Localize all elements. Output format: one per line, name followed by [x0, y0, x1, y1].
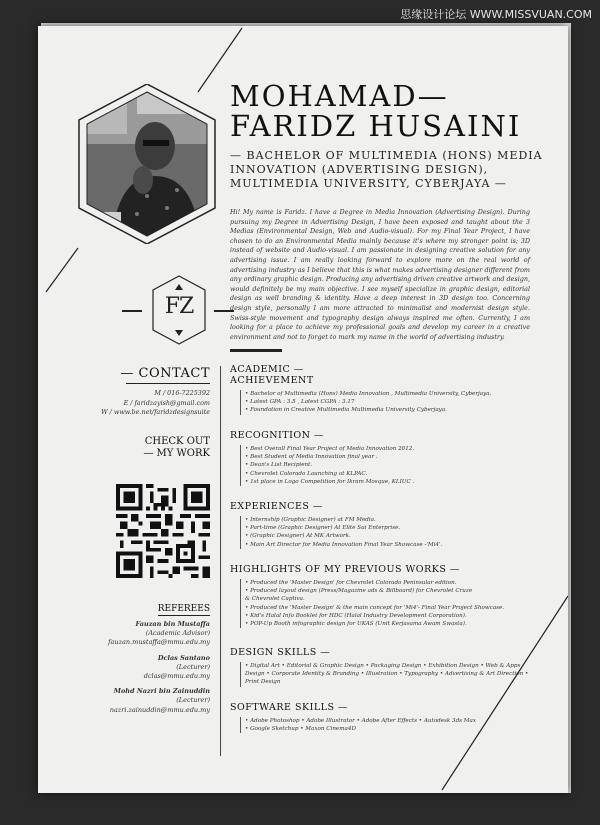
- list-item: • Kid's Halal Info Booklet for HDC (Halal Industry Development Corporation).: [245, 612, 467, 619]
- list-item: • Digital Art • Editorial & Graphic Design • Packaging Design • Exhibition Design • Web & Apps Design • Corporate Identity & Branding • Illustration • Typography • Advertising & Art Direction • Print Design: [245, 663, 529, 686]
- contact-email[interactable]: E / faridzayish@gmail.com: [123, 398, 210, 407]
- degree-title: — BACHELOR OF MULTIMEDIA (HONS) MEDIA INNOVATION (ADVERTISING DESIGN), MULTIMEDIA UNIVERSITY, CYBERJAYA —: [230, 149, 543, 190]
- section-items: [240, 445, 530, 486]
- section-items: [240, 390, 530, 415]
- section-title: HIGHLIGHTS OF MY PREVIOUS WORKS —: [230, 564, 460, 575]
- referees-list: [70, 620, 210, 721]
- referee-name: Dclas Santano: [157, 653, 210, 662]
- referees-heading: REFEREES: [157, 604, 210, 614]
- list-item: • Produced the 'Master Design' for Chevrolet Colorado Peninsular edition.: [245, 580, 457, 586]
- section-experiences: [230, 501, 530, 549]
- monogram-text: FZ: [164, 294, 194, 319]
- referee-role: (Lecturer): [176, 696, 210, 705]
- section-academic: [230, 364, 530, 415]
- contact-heading: — CONTACT: [120, 366, 210, 381]
- section-design-skills: [230, 647, 530, 687]
- intro-paragraph: Hi! My name is Faridz. I have a Degree in Media Innovation (Advertising Design). During pursuing my Degree in Advertising Design, I have been exposed and taught about the 3 Medias (Environmental Design, Web and Audio-visual). For my Final Year Project, I have chosen to do an Environmental Media mainly because it's where my stronger point is; 3D instead of website and Audio-visual. I am passionate in designing creative solution for any advertising issue. I am really looking forward to explore more on the real world of advertising industry as I believe that this is what makes advertising designer different from any ordinary graphic design. Producing any advertising driven creative artwork and design, would definitely be my main objective. I see myself specialize in graphic design, editorial design as well branding & identity. Have a deep interest in 3D design too. Concerning design style, personally I am more attracted to minimalist and modernist design style. Swiss-style movement and typography design always inspired me often. Currently, I am looking for a place to achieve my professional goals and develop my career in a creative environment and not to forget to mark my name in the world of advertising industry.: [230, 208, 530, 341]
- checkout-heading: [98, 436, 210, 460]
- name-line-2: FARIDZ HUSAINI: [230, 109, 522, 143]
- referee-role: (Lecturer): [176, 662, 210, 671]
- section-recognition: [230, 430, 530, 486]
- list-item: • Latest GPA : 3.5 , Latest CGPA : 3.17: [245, 399, 355, 406]
- list-item: • Dean's List Recipient.: [245, 462, 313, 469]
- section-items: [240, 516, 530, 549]
- section-software-skills: [230, 702, 530, 733]
- referee-email[interactable]: dclas@mmu.edu.my: [143, 672, 210, 681]
- list-item: • Chevrolet Colorado Launching at KLPAC.: [245, 470, 368, 477]
- section-title: DESIGN SKILLS —: [230, 647, 331, 658]
- list-item: • Produced the 'Master Design' & the main concept for 'Mi4'- Final Year Project Showcase.: [245, 604, 505, 611]
- referees-rule: [158, 615, 210, 616]
- section-items: [240, 662, 530, 687]
- list-item: • Main Art Director for Media Innovation Final Year Showcase -'Mi4'.: [245, 541, 443, 548]
- monogram-badge: [149, 274, 209, 346]
- resume-page: [38, 26, 568, 793]
- list-item: • Foundation in Creative Multimedia Multimedia University Cyberjaya.: [245, 407, 447, 414]
- list-item: • Best Overall Final Year Project of Media Innovation 2012.: [245, 446, 415, 452]
- qr-code-image[interactable]: [116, 484, 210, 578]
- contact-phone: M / 016-7225392: [154, 389, 210, 397]
- contact-details: [82, 389, 210, 418]
- list-item: • POP-Up Booth infographic design for UKAS (Unit Kerjasama Awam Swasta).: [245, 621, 467, 628]
- section-title: RECOGNITION —: [230, 430, 325, 441]
- referee-email[interactable]: nazri.zainuddin@mmu.edu.my: [109, 705, 210, 714]
- contact-website[interactable]: W / www.be.net/faridzdesignsuite: [101, 408, 210, 416]
- intro-rule: [230, 349, 282, 352]
- list-item: • Google Sketchup • Maxon Cinema4D: [245, 726, 356, 733]
- referee-name: Mohd Nazri bin Zainuddin: [113, 687, 210, 696]
- list-item: • (Graphic Designer) At MK Artwork.: [245, 533, 351, 540]
- name-line-1: MOHAMAD—: [230, 79, 449, 113]
- list-item: • 1st place in Logo Competition for Ikram Mosque, KLIUC .: [245, 478, 415, 485]
- section-title: ACADEMIC —: [230, 364, 304, 375]
- referee-email[interactable]: fauzan.mustaffa@mmu.edu.my: [108, 638, 210, 647]
- section-title: EXPERIENCES —: [230, 501, 323, 512]
- section-items: [240, 717, 530, 733]
- list-item: • Internship (Graphic Designer) at FM Media.: [245, 517, 376, 523]
- section-items: [240, 579, 530, 628]
- column-divider: [220, 366, 221, 756]
- checkout-line-1: CHECK OUT: [144, 436, 210, 447]
- list-item: & Chevrolet Captiva.: [245, 596, 305, 603]
- list-item: • Part-time (Graphic Designer) At Elite Sui Enterprise.: [245, 525, 401, 532]
- referee-name: Fauzan bin Mustaffa: [135, 620, 210, 628]
- monogram-rule-left: [122, 310, 142, 312]
- list-item: • Best Student of Media Innovation final year .: [245, 454, 378, 461]
- watermark-text: 思缘设计论坛 WWW.MISSVUAN.COM: [400, 8, 592, 21]
- section-title: ACHIEVEMENT: [230, 375, 314, 386]
- list-item: • Produced layout design (Press/Magazine ads & Billboard) for Chevrolet Cruze: [245, 588, 473, 595]
- contact-rule: [126, 383, 210, 384]
- list-item: • Bachelor of Multimedia (Hons) Media Innovation , Multimedia University, Cyberjaya.: [245, 391, 492, 397]
- section-highlights: [230, 564, 530, 628]
- profile-photo: [77, 84, 217, 244]
- list-item: • Adobe Photoshop • Adobe Illustrator • Adobe After Effects • Autodesk 3ds Max: [245, 718, 477, 724]
- referee-role: (Academic Advisor): [145, 629, 210, 638]
- checkout-line-2: — MY WORK: [143, 448, 210, 459]
- section-title: SOFTWARE SKILLS —: [230, 702, 348, 713]
- candidate-name: [230, 81, 560, 141]
